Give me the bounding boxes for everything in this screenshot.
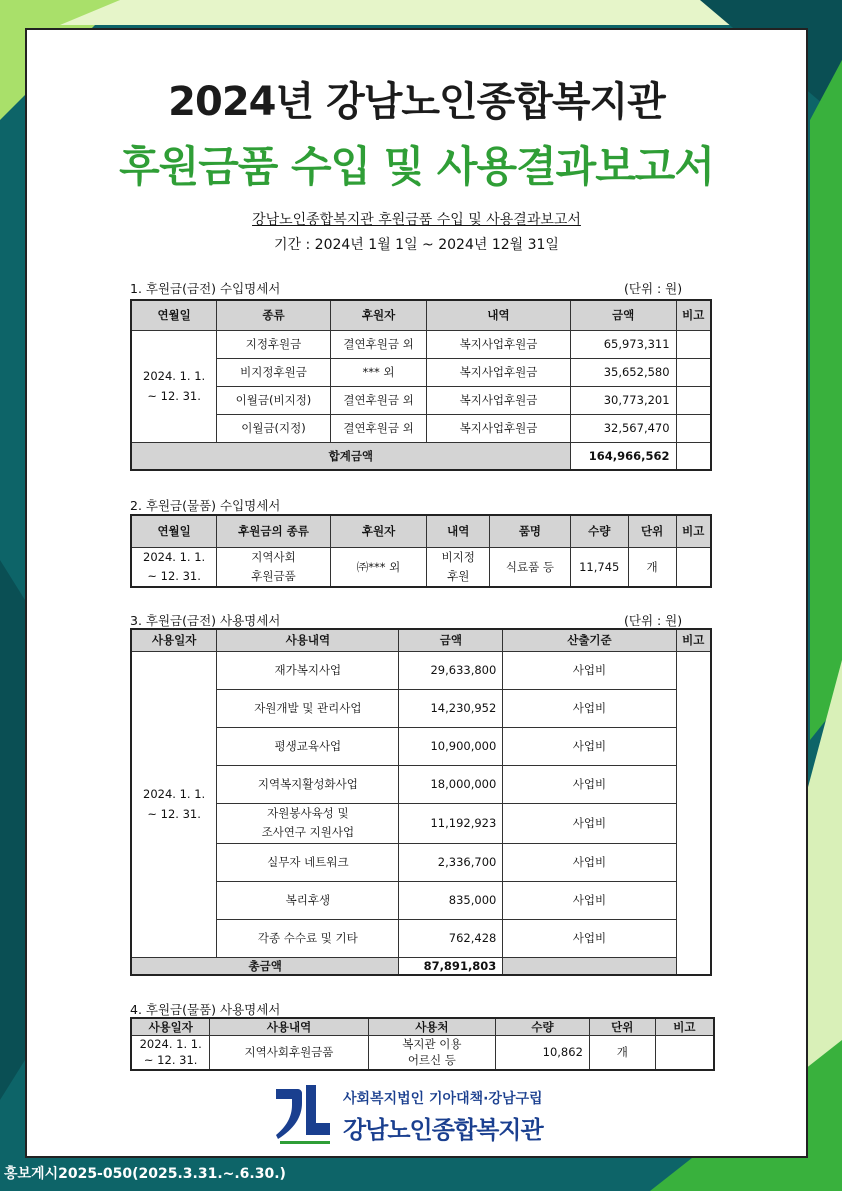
- detail-cell: 복지사업후원금: [427, 414, 570, 442]
- organization-logo-icon: [272, 1083, 332, 1145]
- donor-cell: ㈜*** 외: [330, 547, 427, 587]
- date-cell: 2024. 1. 1. ~ 12. 31.: [131, 651, 217, 957]
- org-name: 강남노인종합복지관: [343, 1116, 543, 1144]
- report-period: 기간 : 2024년 1월 1일 ~ 2024년 12월 31일: [274, 237, 559, 253]
- table-row: [131, 1036, 714, 1070]
- detail-cell: 복지사업후원금: [427, 386, 570, 414]
- usage-goods-table: [130, 1017, 715, 1071]
- section1-title: 1. 후원금(금전) 수입명세서: [130, 281, 281, 296]
- amount-cell: 32,567,470: [570, 414, 676, 442]
- col-header: 비고: [676, 515, 711, 547]
- use-cell: 자원봉사육성 및 조사연구 지원사업: [217, 803, 399, 843]
- col-header: 사용내역: [217, 629, 399, 651]
- note-cell: [676, 651, 711, 975]
- use-cell: 각종 수수료 및 기타: [217, 919, 399, 957]
- col-header: 비고: [655, 1018, 714, 1036]
- use-cell: 평생교육사업: [217, 727, 399, 765]
- place-cell: 복지관 이용 어르신 등: [368, 1036, 495, 1070]
- use-cell: 지역사회후원금품: [210, 1036, 368, 1070]
- amount-cell: 35,652,580: [570, 358, 676, 386]
- donor-cell: 결연후원금 외: [330, 386, 427, 414]
- col-header: 내역: [427, 300, 570, 330]
- donor-cell: 결연후원금 외: [330, 330, 427, 358]
- total-amount: 164,966,562: [570, 442, 676, 470]
- detail-cell: 복지사업후원금: [427, 358, 570, 386]
- amount-cell: 2,336,700: [399, 843, 503, 881]
- donor-cell: *** 외: [330, 358, 427, 386]
- total-label: 총금액: [131, 957, 399, 975]
- table-row: [131, 881, 711, 919]
- qty-cell: 10,862: [496, 1036, 590, 1070]
- section3-unit: (단위 : 원): [624, 613, 683, 628]
- col-header: 후원자: [330, 300, 427, 330]
- total-label: 합계금액: [131, 442, 570, 470]
- col-header: 비고: [676, 629, 711, 651]
- col-header: 사용일자: [131, 1018, 210, 1036]
- note-cell: [676, 358, 711, 386]
- note-cell: [676, 547, 711, 587]
- usage-cash-table: [130, 628, 712, 976]
- total-row: [131, 957, 711, 975]
- basis-cell: 사업비: [503, 727, 676, 765]
- date-cell: 2024. 1. 1. ~ 12. 31.: [131, 1036, 210, 1070]
- total-row: [131, 442, 711, 470]
- col-header: 연월일: [131, 300, 217, 330]
- use-cell: 실무자 네트워크: [217, 843, 399, 881]
- page-title: 2024년 강남노인종합복지관: [168, 79, 665, 125]
- table-row: [131, 386, 711, 414]
- type-cell: 비지정후원금: [217, 358, 331, 386]
- use-cell: 지역복지활성화사업: [217, 765, 399, 803]
- amount-cell: 65,973,311: [570, 330, 676, 358]
- table-row: [131, 843, 711, 881]
- type-cell: 지역사회 후원금품: [217, 547, 330, 587]
- basis-cell: 사업비: [503, 651, 676, 689]
- note-cell: [676, 442, 711, 470]
- use-cell: 복리후생: [217, 881, 399, 919]
- type-cell: 이월금(비지정): [217, 386, 331, 414]
- report-paper: [25, 28, 808, 1158]
- col-header: 종류: [217, 300, 331, 330]
- col-header: 사용일자: [131, 629, 217, 651]
- col-header: 후원자: [330, 515, 427, 547]
- page-subtitle: 후원금품 수입 및 사용결과보고서: [119, 142, 714, 191]
- col-header: 수량: [496, 1018, 590, 1036]
- table-row: [131, 547, 711, 587]
- use-cell: 재가복지사업: [217, 651, 399, 689]
- basis-cell: 사업비: [503, 881, 676, 919]
- basis-cell: 사업비: [503, 765, 676, 803]
- date-cell: 2024. 1. 1. ~ 12. 31.: [131, 547, 217, 587]
- col-header: 연월일: [131, 515, 217, 547]
- col-header: 수량: [570, 515, 628, 547]
- col-header: 금액: [399, 629, 503, 651]
- type-cell: 이월금(지정): [217, 414, 331, 442]
- org-subtitle: 사회복지법인 기아대책·강남구립: [343, 1091, 543, 1107]
- col-header: 품명: [490, 515, 571, 547]
- table-row: [131, 330, 711, 358]
- amount-cell: 10,900,000: [399, 727, 503, 765]
- col-header: 후원금의 종류: [217, 515, 330, 547]
- section4-title: 4. 후원금(물품) 사용명세서: [130, 1002, 281, 1017]
- col-header: 산출기준: [503, 629, 676, 651]
- col-header: 단위: [589, 1018, 655, 1036]
- table-row: [131, 803, 711, 843]
- table-row: [131, 651, 711, 689]
- col-header: 단위: [628, 515, 676, 547]
- col-header: 비고: [676, 300, 711, 330]
- total-empty: [503, 957, 676, 975]
- note-cell: [655, 1036, 714, 1070]
- col-header: 금액: [570, 300, 676, 330]
- note-cell: [676, 386, 711, 414]
- section2-title: 2. 후원금(물품) 수입명세서: [130, 498, 281, 513]
- basis-cell: 사업비: [503, 689, 676, 727]
- col-header: 내역: [427, 515, 490, 547]
- unit-cell: 개: [628, 547, 676, 587]
- item-cell: 식료품 등: [490, 547, 571, 587]
- section1-unit: (단위 : 원): [624, 281, 683, 296]
- detail-cell: 비지정 후원: [427, 547, 490, 587]
- type-cell: 지정후원금: [217, 330, 331, 358]
- date-cell: 2024. 1. 1. ~ 12. 31.: [131, 330, 217, 442]
- income-cash-table: [130, 299, 712, 471]
- donor-cell: 결연후원금 외: [330, 414, 427, 442]
- note-cell: [676, 330, 711, 358]
- income-goods-table: [130, 514, 712, 588]
- table-row: [131, 358, 711, 386]
- footer-notice: 홍보게시2025-050(2025.3.31.~.6.30.): [4, 1166, 286, 1182]
- amount-cell: 11,192,923: [399, 803, 503, 843]
- amount-cell: 30,773,201: [570, 386, 676, 414]
- use-cell: 자원개발 및 관리사업: [217, 689, 399, 727]
- table-row: [131, 727, 711, 765]
- total-amount: 87,891,803: [399, 957, 503, 975]
- note-cell: [676, 414, 711, 442]
- qty-cell: 11,745: [570, 547, 628, 587]
- unit-cell: 개: [589, 1036, 655, 1070]
- table-row: [131, 765, 711, 803]
- basis-cell: 사업비: [503, 803, 676, 843]
- amount-cell: 762,428: [399, 919, 503, 957]
- col-header: 사용처: [368, 1018, 495, 1036]
- section3-title: 3. 후원금(금전) 사용명세서: [130, 613, 281, 628]
- table-row: [131, 919, 711, 957]
- basis-cell: 사업비: [503, 919, 676, 957]
- amount-cell: 29,633,800: [399, 651, 503, 689]
- basis-cell: 사업비: [503, 843, 676, 881]
- amount-cell: 18,000,000: [399, 765, 503, 803]
- detail-cell: 복지사업후원금: [427, 330, 570, 358]
- amount-cell: 835,000: [399, 881, 503, 919]
- table-row: [131, 689, 711, 727]
- report-title: 강남노인종합복지관 후원금품 수입 및 사용결과보고서: [252, 212, 581, 228]
- col-header: 사용내역: [210, 1018, 368, 1036]
- table-row: [131, 414, 711, 442]
- amount-cell: 14,230,952: [399, 689, 503, 727]
